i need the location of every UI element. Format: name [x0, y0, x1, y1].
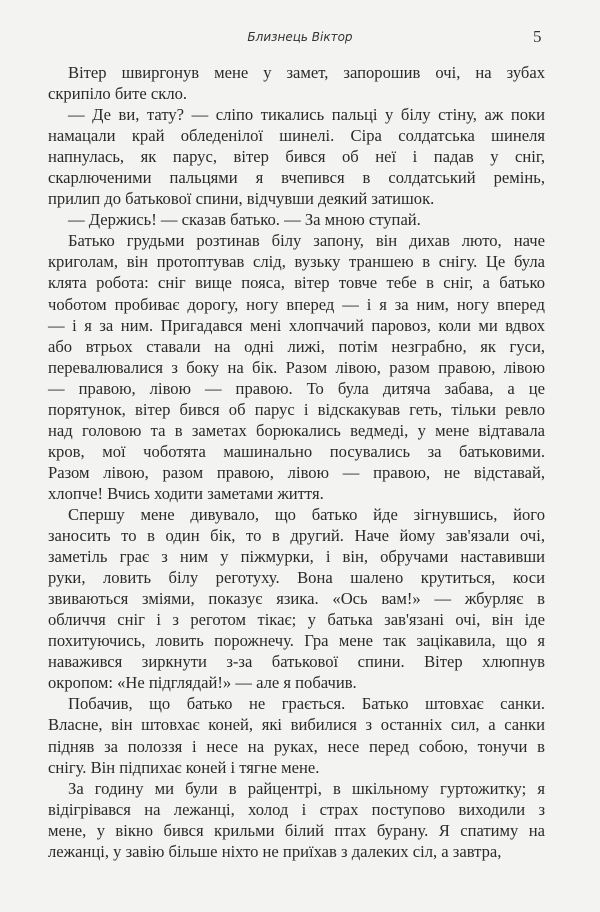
text-line: або втрьох ставали на одні лижі, потім незграбно, як гуси,	[48, 336, 545, 356]
paragraph	[48, 693, 545, 777]
text-line: Батько грудьми розтинав білу запону, він дихав люто, наче	[68, 231, 545, 251]
text-line: Побачив, що батько не грається. Батько штовхає санки.	[68, 694, 545, 714]
text-line: обличчя сніг і з реготом тікає; у батька зав'язані очі, він іде	[48, 610, 545, 630]
text-line: — Де ви, тату? — сліпо тикались пальці у білу стіну, аж поки	[68, 105, 545, 125]
text-line: напнулась, як парус, вітер бився об неї і падав у сніг,	[48, 147, 545, 167]
text-line: лежанці, у завію більше ніхто не приїхав з далеких сіл, а завтра,	[48, 841, 502, 861]
text-line: похитуючись, ловить порожнечу. Гра мене так зацікавила, що я	[48, 631, 545, 651]
text-line: наважився зиркнути з-за батькової спини. Вітер хлюпнув	[48, 652, 545, 672]
text-line: хлопче! Вчись ходити заметами життя.	[48, 483, 324, 503]
text-line: мене, у вікно бився крильми білий птах бурану. Я спатиму на	[48, 820, 545, 840]
text-line: кров, мої чоботята машинально посувались за батьковими.	[48, 441, 545, 461]
text-line: Разом лівою, разом правою, лівою — правою, не відставай,	[48, 462, 545, 482]
text-line: — і я за ним. Пригадався мені хлопчачий паровоз, коли ми вдвох	[48, 315, 545, 335]
paragraph	[48, 230, 545, 504]
body-text	[48, 62, 545, 862]
running-title: Близнець Віктор	[247, 30, 353, 44]
paragraph	[48, 104, 545, 209]
text-line: заметіль грає з ним у піжмурки, і він, обручами наставивши	[48, 547, 545, 567]
page-number: 5	[533, 27, 542, 46]
text-line: скрипіло бите скло.	[48, 84, 188, 104]
paragraph	[48, 209, 545, 230]
text-line: підняв за полоззя і несе на руках, несе перед собою, тонучи в	[48, 736, 545, 756]
text-line: — правою, лівою — правою. То була дитяча забава, а це	[48, 378, 545, 398]
text-line: порятунок, вітер бився об парус і відскакував геть, тільки ревло	[48, 399, 545, 419]
text-line: руки, ловить білу реготуху. Вона шалено крутиться, коси	[48, 568, 545, 588]
paragraph	[48, 778, 545, 862]
text-line: клята робота: сніг вище пояса, вітер товче тебе в сніг, а батько	[48, 273, 545, 293]
text-line: Спершу мене дивувало, що батько йде зігнувшись, його	[68, 504, 545, 524]
text-line: перевалювалися з боку на бік. Разом лівою, разом правою, лівою	[48, 357, 545, 377]
page-header	[0, 27, 600, 47]
text-line: заносить то в один бік, то в другий. Наче йому зав'язали очі,	[48, 526, 545, 546]
paragraph	[48, 62, 545, 104]
text-line: відігрівався на лежанці, холод і страх поступово виходили з	[48, 799, 545, 819]
text-line: чоботом пробиває дорогу, ногу вперед — і я за ним, ногу вперед	[48, 294, 545, 314]
text-line: Вітер швиргонув мене у замет, запорошив очі, на зубах	[68, 63, 545, 82]
text-line: намацали край обледенілої шинелі. Сіра солдатська шинеля	[48, 126, 545, 146]
text-line: скарлюченими пальцями я вчепився в солдатський ремінь,	[48, 168, 545, 188]
text-line: окропом: «Не підглядай!» — але я побачив.	[48, 673, 357, 693]
text-line: над головою та в заметах борюкались ведмеді, у мене відтавала	[48, 420, 545, 440]
text-line: звиваються зміями, показує язика. «Ось вам!» — жбурляє в	[48, 589, 545, 609]
text-line: Власне, він штовхає коней, які вибилися з останніх сил, а санки	[48, 715, 545, 735]
text-line: — Держись! — сказав батько. — За мною ступай.	[68, 210, 421, 230]
text-line: За годину ми були в райцентрі, в шкільному гуртожитку; я	[68, 778, 545, 798]
text-line: снігу. Він підпихає коней і тягне мене.	[48, 757, 320, 777]
text-line: криголам, він протоптував слід, вузьку траншею в снігу. Це була	[48, 252, 545, 272]
text-line: прилип до батькової спини, відчувши деякий затишок.	[48, 189, 435, 209]
paragraph	[48, 504, 545, 693]
